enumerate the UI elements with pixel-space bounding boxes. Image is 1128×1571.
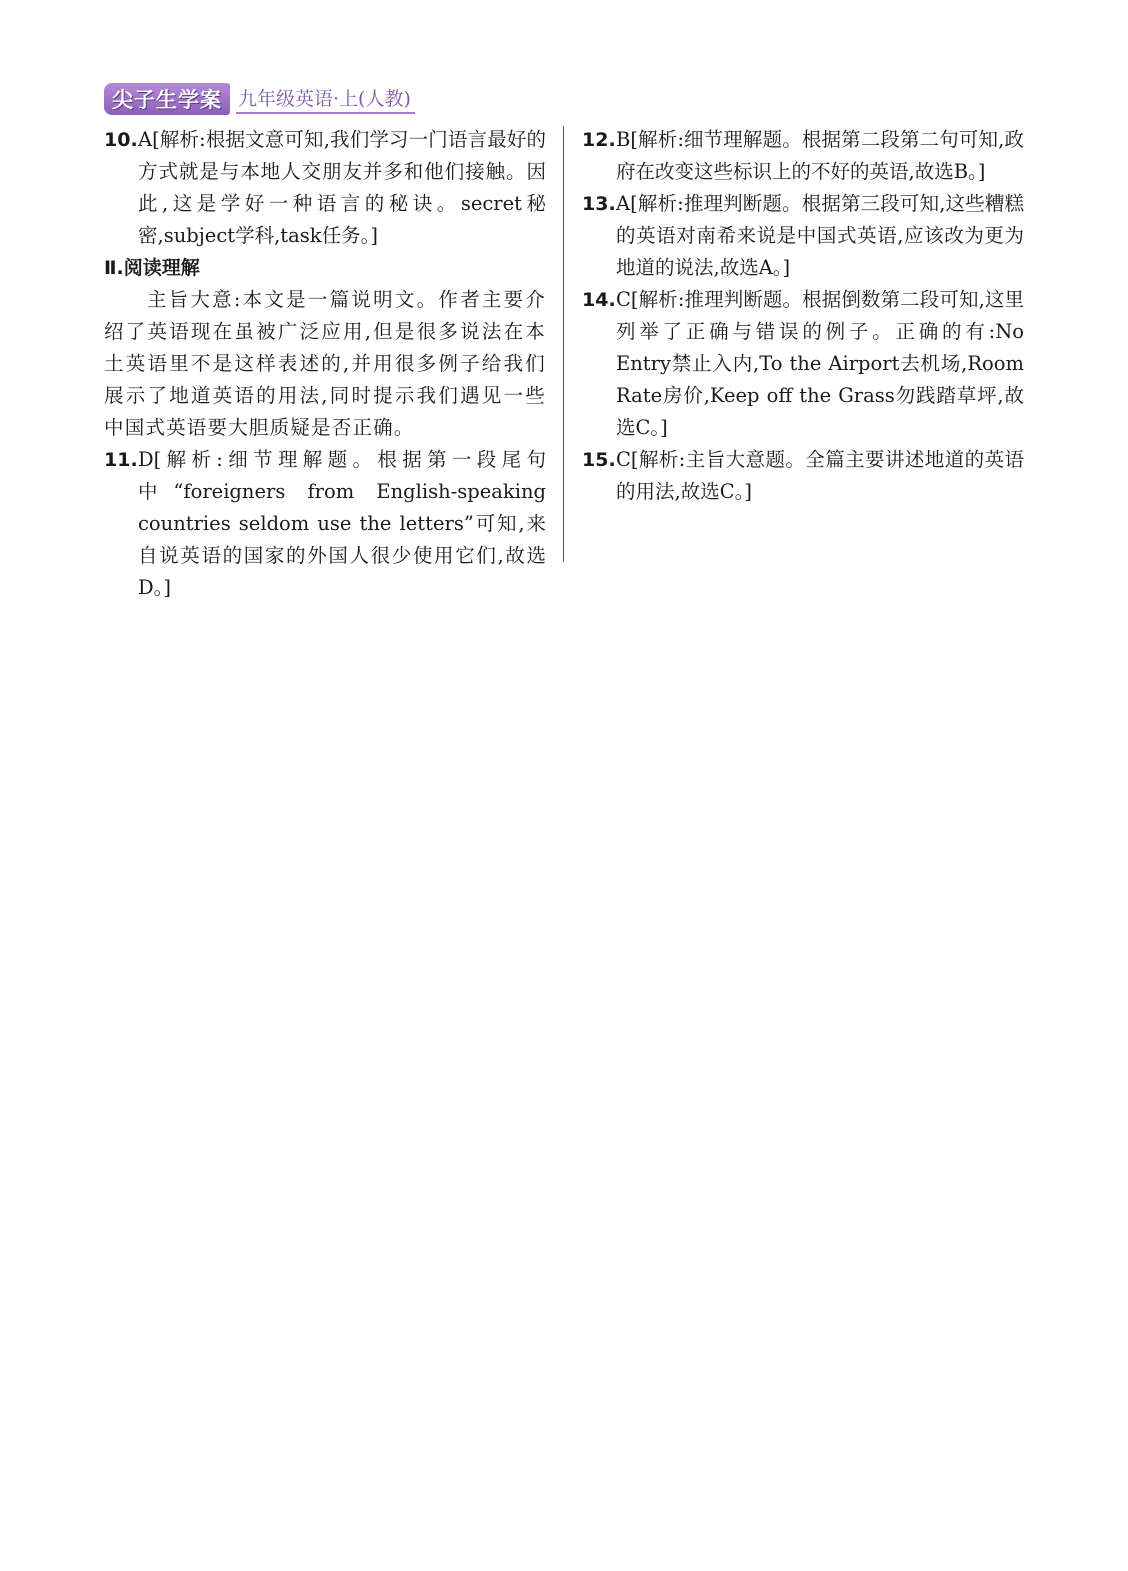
section-title: Ⅱ.阅读理解 <box>104 257 200 279</box>
answer-number: 13. <box>582 193 616 215</box>
answer-number: 11. <box>104 449 138 471</box>
answer-12 <box>582 124 1024 188</box>
answer-10 <box>104 124 546 252</box>
answer-11 <box>104 444 546 604</box>
left-column <box>104 124 546 604</box>
passage-summary: 主旨大意:本文是一篇说明文。作者主要介绍了英语现在虽被广泛应用,但是很多说法在本土英语里不是这样表述的,并用很多例子给我们展示了地道英语的用法,同时提示我们遇见一些中国式英语要大胆质疑是否正确。 <box>104 288 546 439</box>
answer-number: 10. <box>104 129 138 151</box>
answer-number: 15. <box>582 449 616 471</box>
book-subtitle: 九年级英语·上(人教) <box>236 84 415 114</box>
answer-text: B[解析:细节理解题。根据第二段第二句可知,政府在改变这些标识上的不好的英语,故选B。] <box>616 128 1024 183</box>
brand-logo: 尖子生学案 <box>104 83 230 115</box>
column-divider <box>563 126 564 562</box>
answer-14 <box>582 284 1024 444</box>
answer-text: C[解析:推理判断题。根据倒数第二段可知,这里列举了正确与错误的例子。正确的有:No Entry禁止入内,To the Airport去机场,Room Rate房价,Keep off the Grass勿践踏草坪,故选C。] <box>616 288 1024 439</box>
answer-text: C[解析:主旨大意题。全篇主要讲述地道的英语的用法,故选C。] <box>616 448 1024 503</box>
answer-text: A[解析:推理判断题。根据第三段可知,这些糟糕的英语对南希来说是中国式英语,应该改为更为地道的说法,故选A。] <box>616 192 1024 279</box>
answer-13 <box>582 188 1024 284</box>
answer-text: A[解析:根据文意可知,我们学习一门语言最好的方式就是与本地人交朋友并多和他们接触。因此,这是学好一种语言的秘诀。secret秘密,subject学科,task任务。] <box>138 128 546 247</box>
answer-15 <box>582 444 1024 508</box>
answer-number: 14. <box>582 289 616 311</box>
answer-text: D[解析:细节理解题。根据第一段尾句中“foreigners from English-speaking countries seldom use the letters”可知,来自说英语的国家的外国人很少使用它们,故选D。] <box>138 448 546 599</box>
right-column <box>582 124 1024 508</box>
answer-number: 12. <box>582 129 616 151</box>
page-header <box>104 84 415 114</box>
